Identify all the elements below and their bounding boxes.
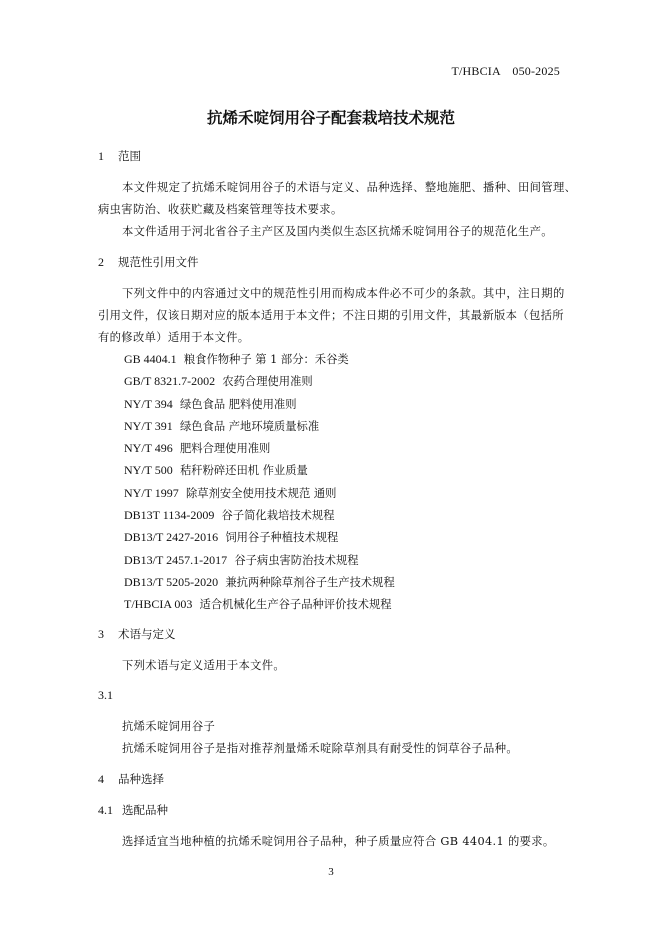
section-title: 规范性引用文件 bbox=[118, 255, 199, 269]
page-number: 3 bbox=[328, 866, 334, 878]
subsection-title: 选配品种 bbox=[122, 803, 168, 817]
section-4-heading bbox=[98, 771, 164, 787]
reference-name: 粮食作物种子 第 1 部分：禾谷类 bbox=[183, 353, 349, 366]
reference-item bbox=[124, 571, 395, 593]
reference-code: DB13/T 2427-2016 bbox=[124, 530, 219, 545]
paragraph-line: 下列文件中的内容通过文中的规范性引用而构成本件必不可少的条款。其中，注日期的 bbox=[122, 287, 565, 300]
paragraph-line: 有的修改单）适用于本文件。 bbox=[98, 331, 250, 344]
paragraph-line: 选择适宜当地种植的抗烯禾啶饲用谷子品种，种子质量应符合 GB 4404.1 的要求。 bbox=[122, 835, 555, 848]
reference-name: 谷子病虫害防治技术规程 bbox=[234, 553, 359, 567]
reference-name: 绿色食品 产地环境质量标准 bbox=[179, 419, 320, 433]
section-number: 3 bbox=[98, 627, 104, 641]
paragraph-line: 病虫害防治、收获贮藏及档案管理等技术要求。 bbox=[98, 203, 343, 216]
section-3-heading bbox=[98, 626, 176, 642]
subsection-4-1-heading bbox=[98, 802, 168, 818]
section-title: 品种选择 bbox=[118, 772, 164, 786]
paragraph-line: 下列术语与定义适用于本文件。 bbox=[122, 659, 286, 672]
reference-name: 除草剂安全使用技术规范 通则 bbox=[185, 486, 337, 500]
reference-item bbox=[124, 549, 395, 571]
section-2-heading bbox=[98, 254, 199, 270]
reference-code: GB/T 8321.7-2002 bbox=[124, 374, 216, 389]
reference-name: 肥料合理使用准则 bbox=[179, 442, 271, 456]
paragraph-line: 本文件规定了抗烯禾啶饲用谷子的术语与定义、品种选择、整地施肥、播种、田间管理、 bbox=[122, 181, 577, 194]
reference-item bbox=[124, 437, 395, 459]
reference-code: DB13T 1134-2009 bbox=[124, 508, 215, 523]
reference-name: 农药合理使用准则 bbox=[222, 375, 313, 389]
section-title: 范围 bbox=[118, 149, 141, 163]
reference-item bbox=[124, 459, 395, 481]
section-number: 2 bbox=[98, 255, 104, 269]
reference-name: 秸秆粉碎还田机 作业质量 bbox=[179, 464, 308, 478]
reference-name: 适合机械化生产谷子品种评价技术规程 bbox=[199, 598, 392, 612]
reference-item bbox=[124, 593, 395, 615]
reference-code: NY/T 496 bbox=[124, 441, 173, 456]
reference-code: DB13/T 5205-2020 bbox=[124, 574, 219, 589]
subsection-number: 4.1 bbox=[98, 803, 113, 817]
reference-name: 兼抗两种除草剂谷子生产技术规程 bbox=[225, 575, 395, 589]
reference-item bbox=[124, 415, 395, 437]
reference-code: GB 4404.1 bbox=[124, 352, 177, 366]
term-name: 抗烯禾啶饲用谷子 bbox=[122, 720, 216, 733]
reference-name: 饲用谷子种植技术规程 bbox=[225, 531, 339, 545]
reference-code: NY/T 1997 bbox=[124, 485, 179, 500]
section-1-heading bbox=[98, 148, 141, 164]
reference-code: NY/T 394 bbox=[124, 396, 173, 411]
reference-list bbox=[124, 348, 395, 616]
reference-item bbox=[124, 348, 395, 370]
paragraph-line: 本文件适用于河北省谷子主产区及国内类似生态区抗烯禾啶饲用谷子的规范化生产。 bbox=[122, 225, 553, 238]
reference-name: 绿色食品 肥料使用准则 bbox=[179, 397, 297, 411]
reference-code: NY/T 500 bbox=[124, 463, 173, 478]
section-title: 术语与定义 bbox=[118, 627, 176, 641]
document-title: 抗烯禾啶饲用谷子配套栽培技术规范 bbox=[206, 109, 455, 127]
reference-code: NY/T 391 bbox=[124, 418, 173, 433]
reference-item bbox=[124, 504, 395, 526]
reference-code: DB13/T 2457.1-2017 bbox=[124, 552, 228, 567]
document-code: T/HBCIA 050-2025 bbox=[451, 64, 560, 78]
reference-item bbox=[124, 482, 395, 504]
reference-item bbox=[124, 393, 395, 415]
reference-item bbox=[124, 526, 395, 548]
reference-name: 谷子简化栽培技术规程 bbox=[221, 509, 335, 523]
reference-code: T/HBCIA 003 bbox=[124, 597, 193, 612]
section-number: 4 bbox=[98, 772, 104, 786]
subsection-3-1-heading bbox=[98, 688, 113, 703]
reference-item bbox=[124, 370, 395, 392]
section-number: 1 bbox=[98, 149, 104, 163]
subsection-number: 3.1 bbox=[98, 688, 113, 702]
paragraph-line: 引用文件，仅该日期对应的版本适用于本文件；不注日期的引用文件，其最新版本（包括所 bbox=[98, 309, 564, 322]
term-definition: 抗烯禾啶饲用谷子是指对推荐剂量烯禾啶除草剂具有耐受性的饲草谷子品种。 bbox=[122, 742, 518, 755]
